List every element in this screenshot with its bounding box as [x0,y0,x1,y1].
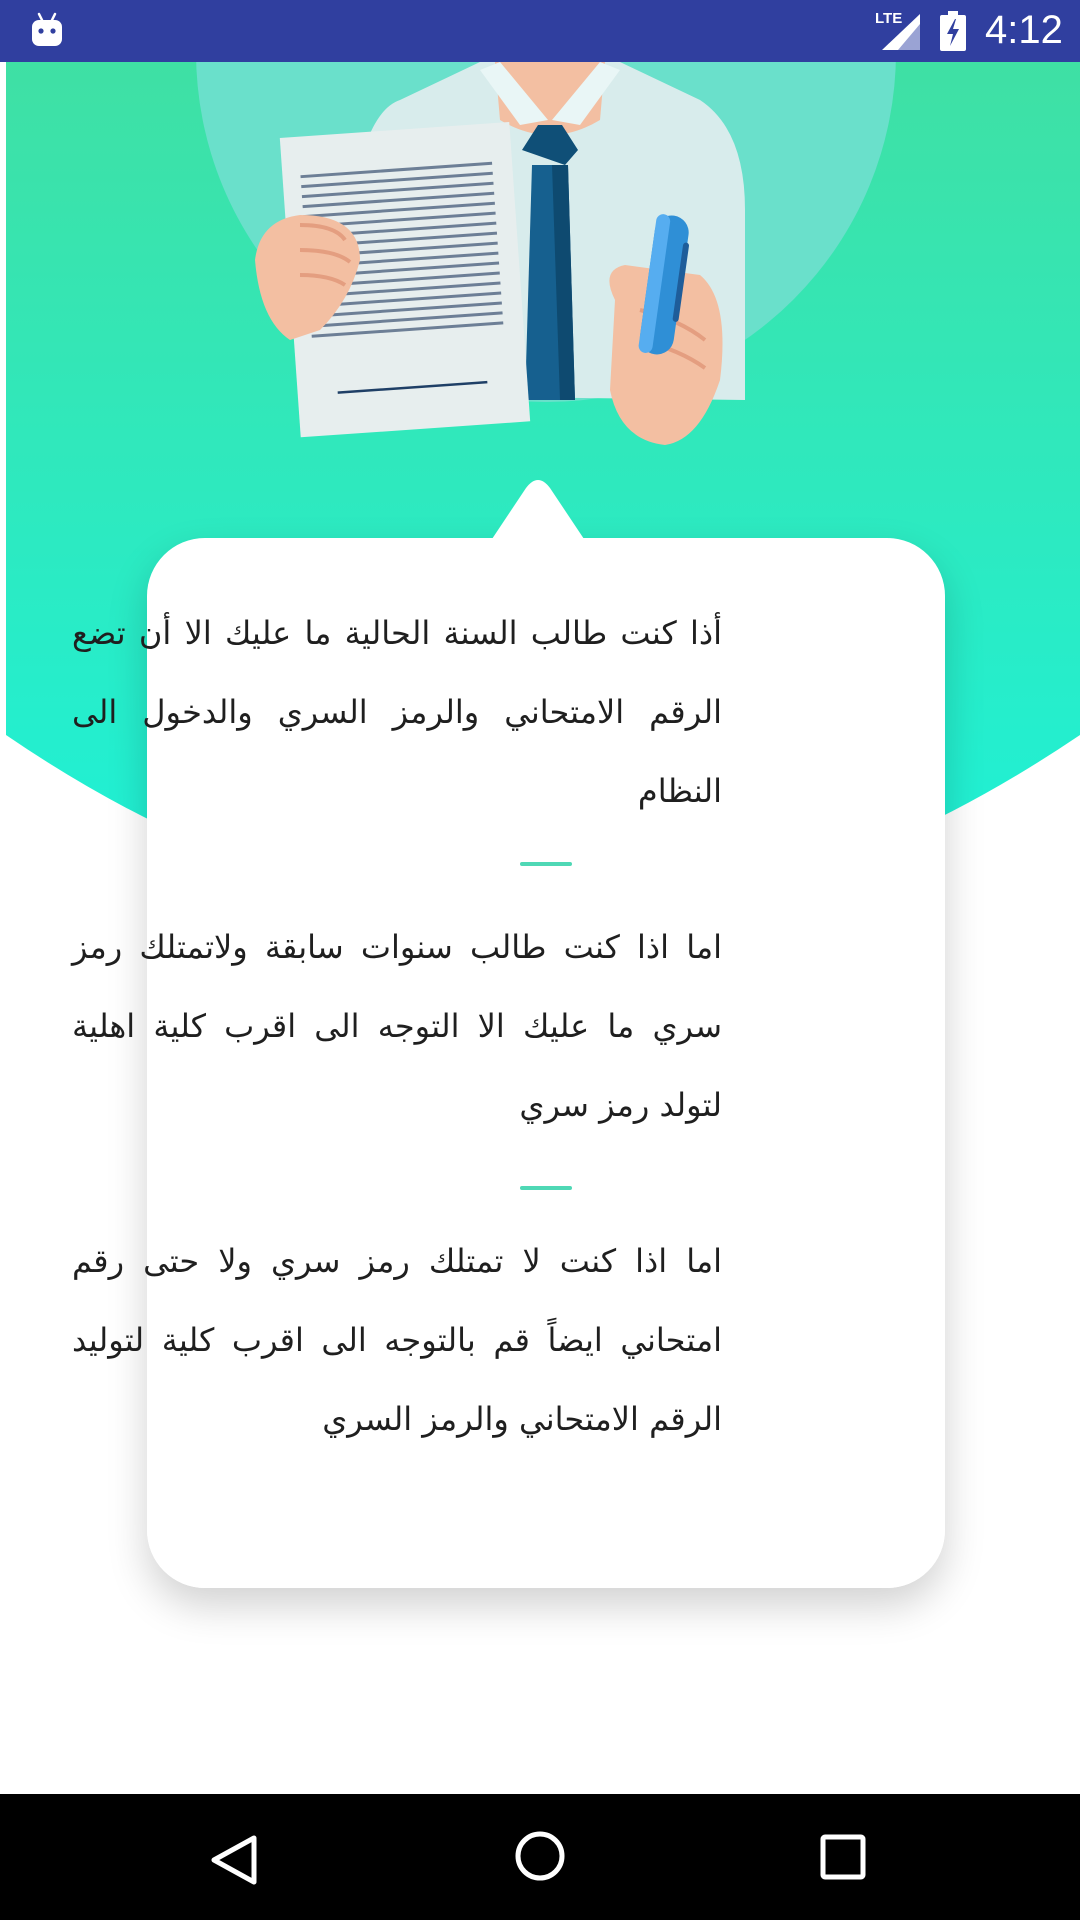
clock: 4:12 [985,8,1063,52]
instruction-previous-student: اما اذا كنت طالب سنوات سابقة ولاتمتلك رمز سري ما عليك الا التوجه الى اقرب كلية اهلية لتولد رمز سري [72,928,722,1124]
android-icon [30,12,64,48]
battery-icon [940,11,966,51]
instruction-current-student: أذا كنت طالب السنة الحالية ما عليك الا أن تضع الرقم الامتحاني والرمز السري والدخول الى النظام [72,614,722,810]
divider [520,862,572,866]
recents-icon[interactable] [820,1834,866,1880]
divider [520,1186,572,1190]
back-icon[interactable] [210,1834,258,1886]
navigation-bar [0,1794,1080,1920]
status-bar [0,0,1080,62]
home-icon[interactable] [514,1830,566,1882]
instruction-no-credentials: اما اذا كنت لا تمتلك رمز سري ولا حتى رقم امتحاني ايضاً قم بالتوجه الى اقرب كلية لتوليد الرقم الامتحاني والرمز السري [72,1242,722,1438]
network-type: LTE [875,10,903,27]
card-pointer [490,478,586,542]
signal-icon [882,14,920,50]
